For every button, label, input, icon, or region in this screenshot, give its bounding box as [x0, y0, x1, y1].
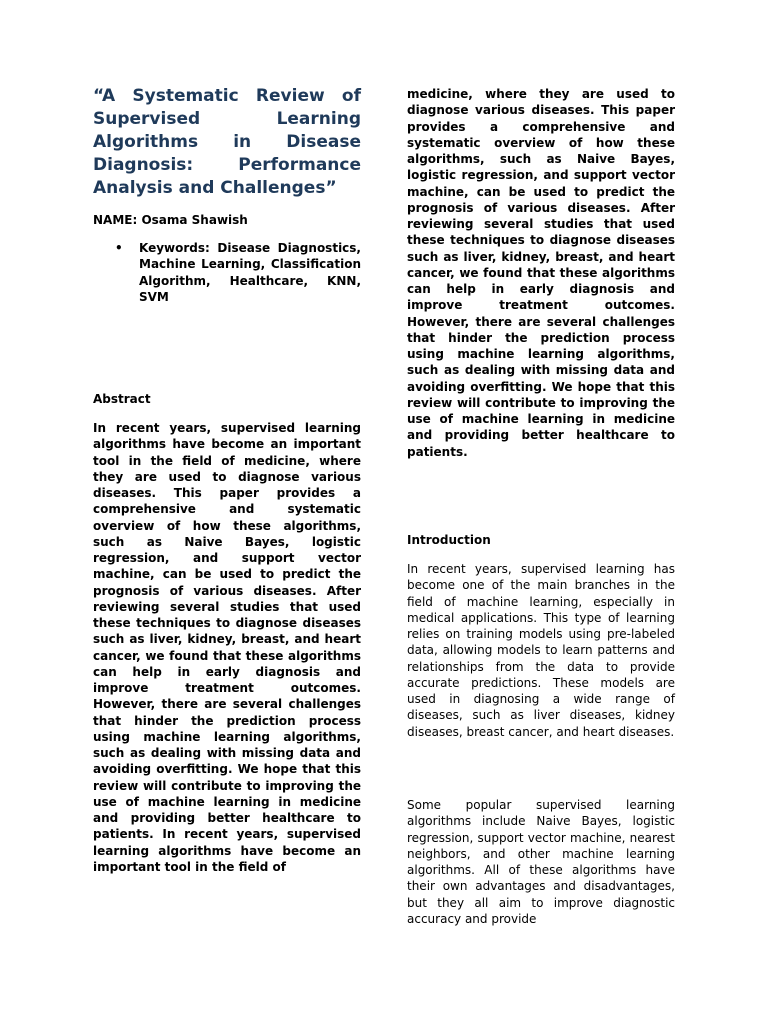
abstract-heading: Abstract: [93, 392, 151, 406]
abstract-body: In recent years, supervised learning algorithms have become an important tool in the field of medicine, where they are used to diagnose various diseases. This paper provides a comprehensive and systematic overview of how these algorithms, such as Naive Bayes, logistic regression, and support vector machine, can be used to predict the prognosis of various diseases. After reviewing several studies that used these techniques to diagnose diseases such as liver, kidney, breast, and heart cancer, we found that these algorithms can help in early diagnosis and improve treatment outcomes. However, there are several challenges that hinder the prediction process using machine learning algorithms, such as dealing with missing data and avoiding overfitting. We hope that this review will contribute to improving the use of machine learning in medicine and providing better healthcare to patients. In recent years, supervised learning algorithms have become an important tool in the field of: [93, 421, 361, 874]
paper-title: “A Systematic Review of Supervised Learning Algorithms in Disease Diagnosis: Performance Analysis and Challenges”: [93, 86, 361, 198]
abstract-continuation: medicine, where they are used to diagnose various diseases. This paper provides a comprehensive and systematic overview of how these algorithms, such as Naive Bayes, logistic regression, and support vector machine, can be used to predict the prognosis of various diseases. After reviewing several studies that used these techniques to diagnose diseases such as liver, kidney, breast, and heart cancer, we found that these algorithms can help in early diagnosis and improve treatment outcomes. However, there are several challenges that hinder the prediction process using machine learning algorithms, such as dealing with missing data and avoiding overfitting. We hope that this review will contribute to improving the use of machine learning in medicine and providing better healthcare to patients.: [407, 87, 675, 459]
introduction-paragraph-2: Some popular supervised learning algorithms include Naive Bayes, logistic regression, support vector machine, nearest neighbors, and other machine learning algorithms. All of these algorithms have their own advantages and disadvantages, but they all aim to improve diagnostic accuracy and provide: [407, 798, 675, 926]
keywords-text: Keywords: Disease Diagnostics, Machine Learning, Classification Algorithm, Healthcare, KNN, SVM: [139, 241, 361, 305]
introduction-paragraph-1: In recent years, supervised learning has become one of the main branches in the field of machine learning, especially in medical applications. This type of learning relies on training models using pre-labeled data, allowing models to learn patterns and relationships from the data to provide accurate predictions. These models are used in diagnosing a wide range of diseases, such as liver diseases, kidney diseases, breast cancer, and heart diseases.: [407, 562, 675, 739]
bullet-icon: •: [115, 241, 123, 255]
author-name: NAME: Osama Shawish: [93, 213, 248, 227]
introduction-heading: Introduction: [407, 533, 491, 547]
